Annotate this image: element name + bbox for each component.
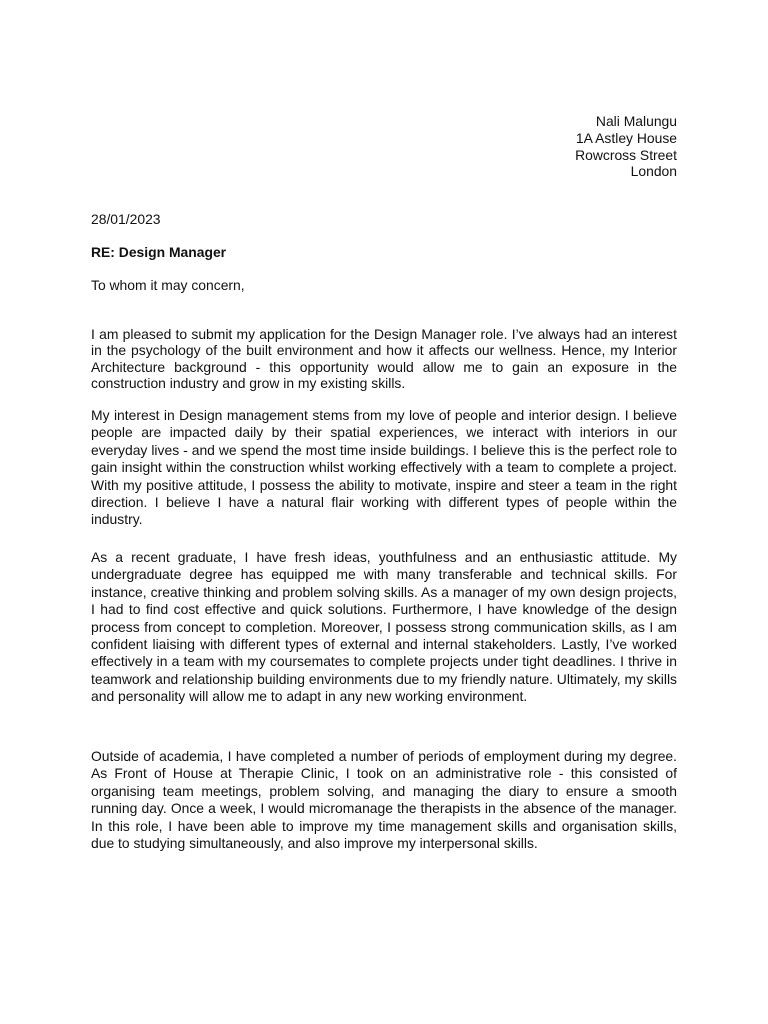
body-paragraph-3: As a recent graduate, I have fresh ideas, youthfulness and an enthusiastic attitude. My undergraduate degree has equipped me with many transferable and technical skills. For instance, creative thinking and problem solving skills. As a manager of my own design projects, I had to find cost effective and quick solutions. Furthermore, I have knowledge of the design process from concept to completion. Moreover, I possess strong communication skills, as I am confident liaising with different types of external and internal stakeholders. Lastly, I’ve worked effectively in a team with my coursemates to complete projects under tight deadlines. I thrive in teamwork and relationship building environments due to my friendly nature. Ultimately, my skills and personality will allow me to adapt in any new working environment.: [91, 549, 677, 705]
body-paragraph-1: I am pleased to submit my application for the Design Manager role. I’ve always had an interest in the psychology of the built environment and how it affects our wellness. Hence, my Interior Architecture background - this opportunity would allow me to gain an exposure in the construction industry and grow in my existing skills.: [91, 326, 677, 392]
letter-date: 28/01/2023: [91, 211, 161, 227]
sender-city: London: [630, 163, 677, 180]
body-paragraph-4: Outside of academia, I have completed a number of periods of employment during my degree. As Front of House at Therapie Clinic, I took on an administrative role - this consisted of organising team meetings, problem solving, and managing the diary to ensure a smooth running day. Once a week, I would micromanage the therapists in the absence of the manager. In this role, I have been able to improve my time management skills and organisation skills, due to studying simultaneously, and also improve my interpersonal skills.: [91, 748, 677, 852]
letter-subject: RE: Design Manager: [91, 244, 227, 260]
body-paragraph-2: My interest in Design management stems from my love of people and interior design. I believe people are impacted daily by their spatial experiences, we interact with interiors in our everyday lives - and we spend the most time inside buildings. I believe this is the perfect role to gain insight within the construction whilst working effectively with a team to complete a project. With my positive attitude, I possess the ability to motivate, inspire and steer a team in the right direction. I believe I have a natural flair working with different types of people within the industry.: [91, 407, 677, 528]
sender-name: Nali Malungu: [595, 113, 677, 129]
sender-address-line1: 1A Astley House: [575, 129, 677, 146]
letter-salutation: To whom it may concern,: [91, 277, 245, 293]
sender-address-line2: Rowcross Street: [575, 146, 677, 163]
sender-address-block: [575, 113, 677, 180]
